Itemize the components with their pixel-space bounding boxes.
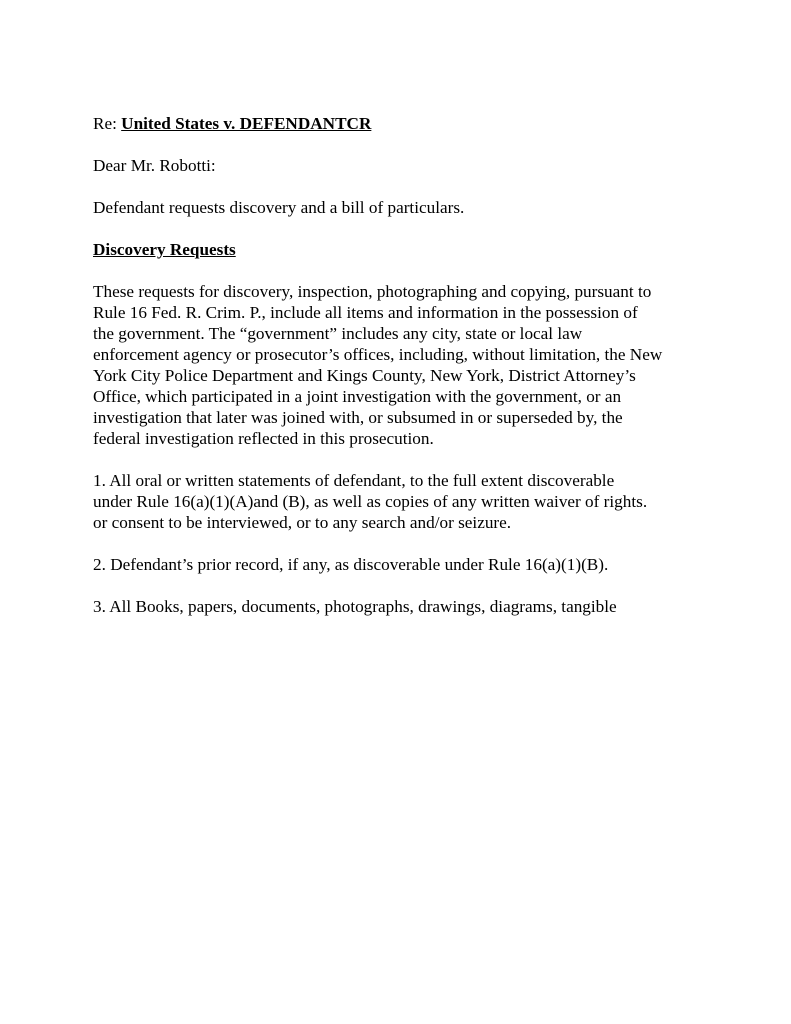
preamble-line: investigation that later was joined with, or subsumed in or superseded by, the <box>93 408 623 427</box>
case-title: United States v. DEFENDANTCR <box>121 114 372 133</box>
letter-body <box>93 113 703 638</box>
preamble-paragraph <box>93 281 703 449</box>
re-prefix: Re: <box>93 114 122 133</box>
salutation: Dear Mr. Robotti: <box>93 156 216 175</box>
preamble-line: Office, which participated in a joint investigation with the government, or an <box>93 387 622 406</box>
preamble-line: federal investigation reflected in this prosecution. <box>93 429 434 448</box>
request-item-2: 2. Defendant’s prior record, if any, as discoverable under Rule 16(a)(1)(B). <box>93 555 609 574</box>
request-item-3: 3. All Books, papers, documents, photographs, drawings, diagrams, tangible <box>93 597 617 616</box>
preamble-line: Rule 16 Fed. R. Crim. P., include all items and information in the possession of <box>93 303 638 322</box>
preamble-line: enforcement agency or prosecutor’s offices, including, without limitation, the New <box>93 345 663 364</box>
intro-paragraph: Defendant requests discovery and a bill of particulars. <box>93 198 465 217</box>
section-heading: Discovery Requests <box>93 240 236 259</box>
request-1-line: or consent to be interviewed, or to any search and/or seizure. <box>93 513 512 532</box>
preamble-line: These requests for discovery, inspection, photographing and copying, pursuant to <box>93 282 652 301</box>
preamble-line: the government. The “government” includes any city, state or local law <box>93 324 583 343</box>
preamble-line: York City Police Department and Kings County, New York, District Attorney’s <box>93 366 636 385</box>
request-1-line: under Rule 16(a)(1)(A)and (B), as well as copies of any written waiver of rights. <box>93 492 648 511</box>
request-item-1 <box>93 470 703 533</box>
request-1-line: 1. All oral or written statements of defendant, to the full extent discoverable <box>93 471 615 490</box>
re-line <box>93 113 703 134</box>
